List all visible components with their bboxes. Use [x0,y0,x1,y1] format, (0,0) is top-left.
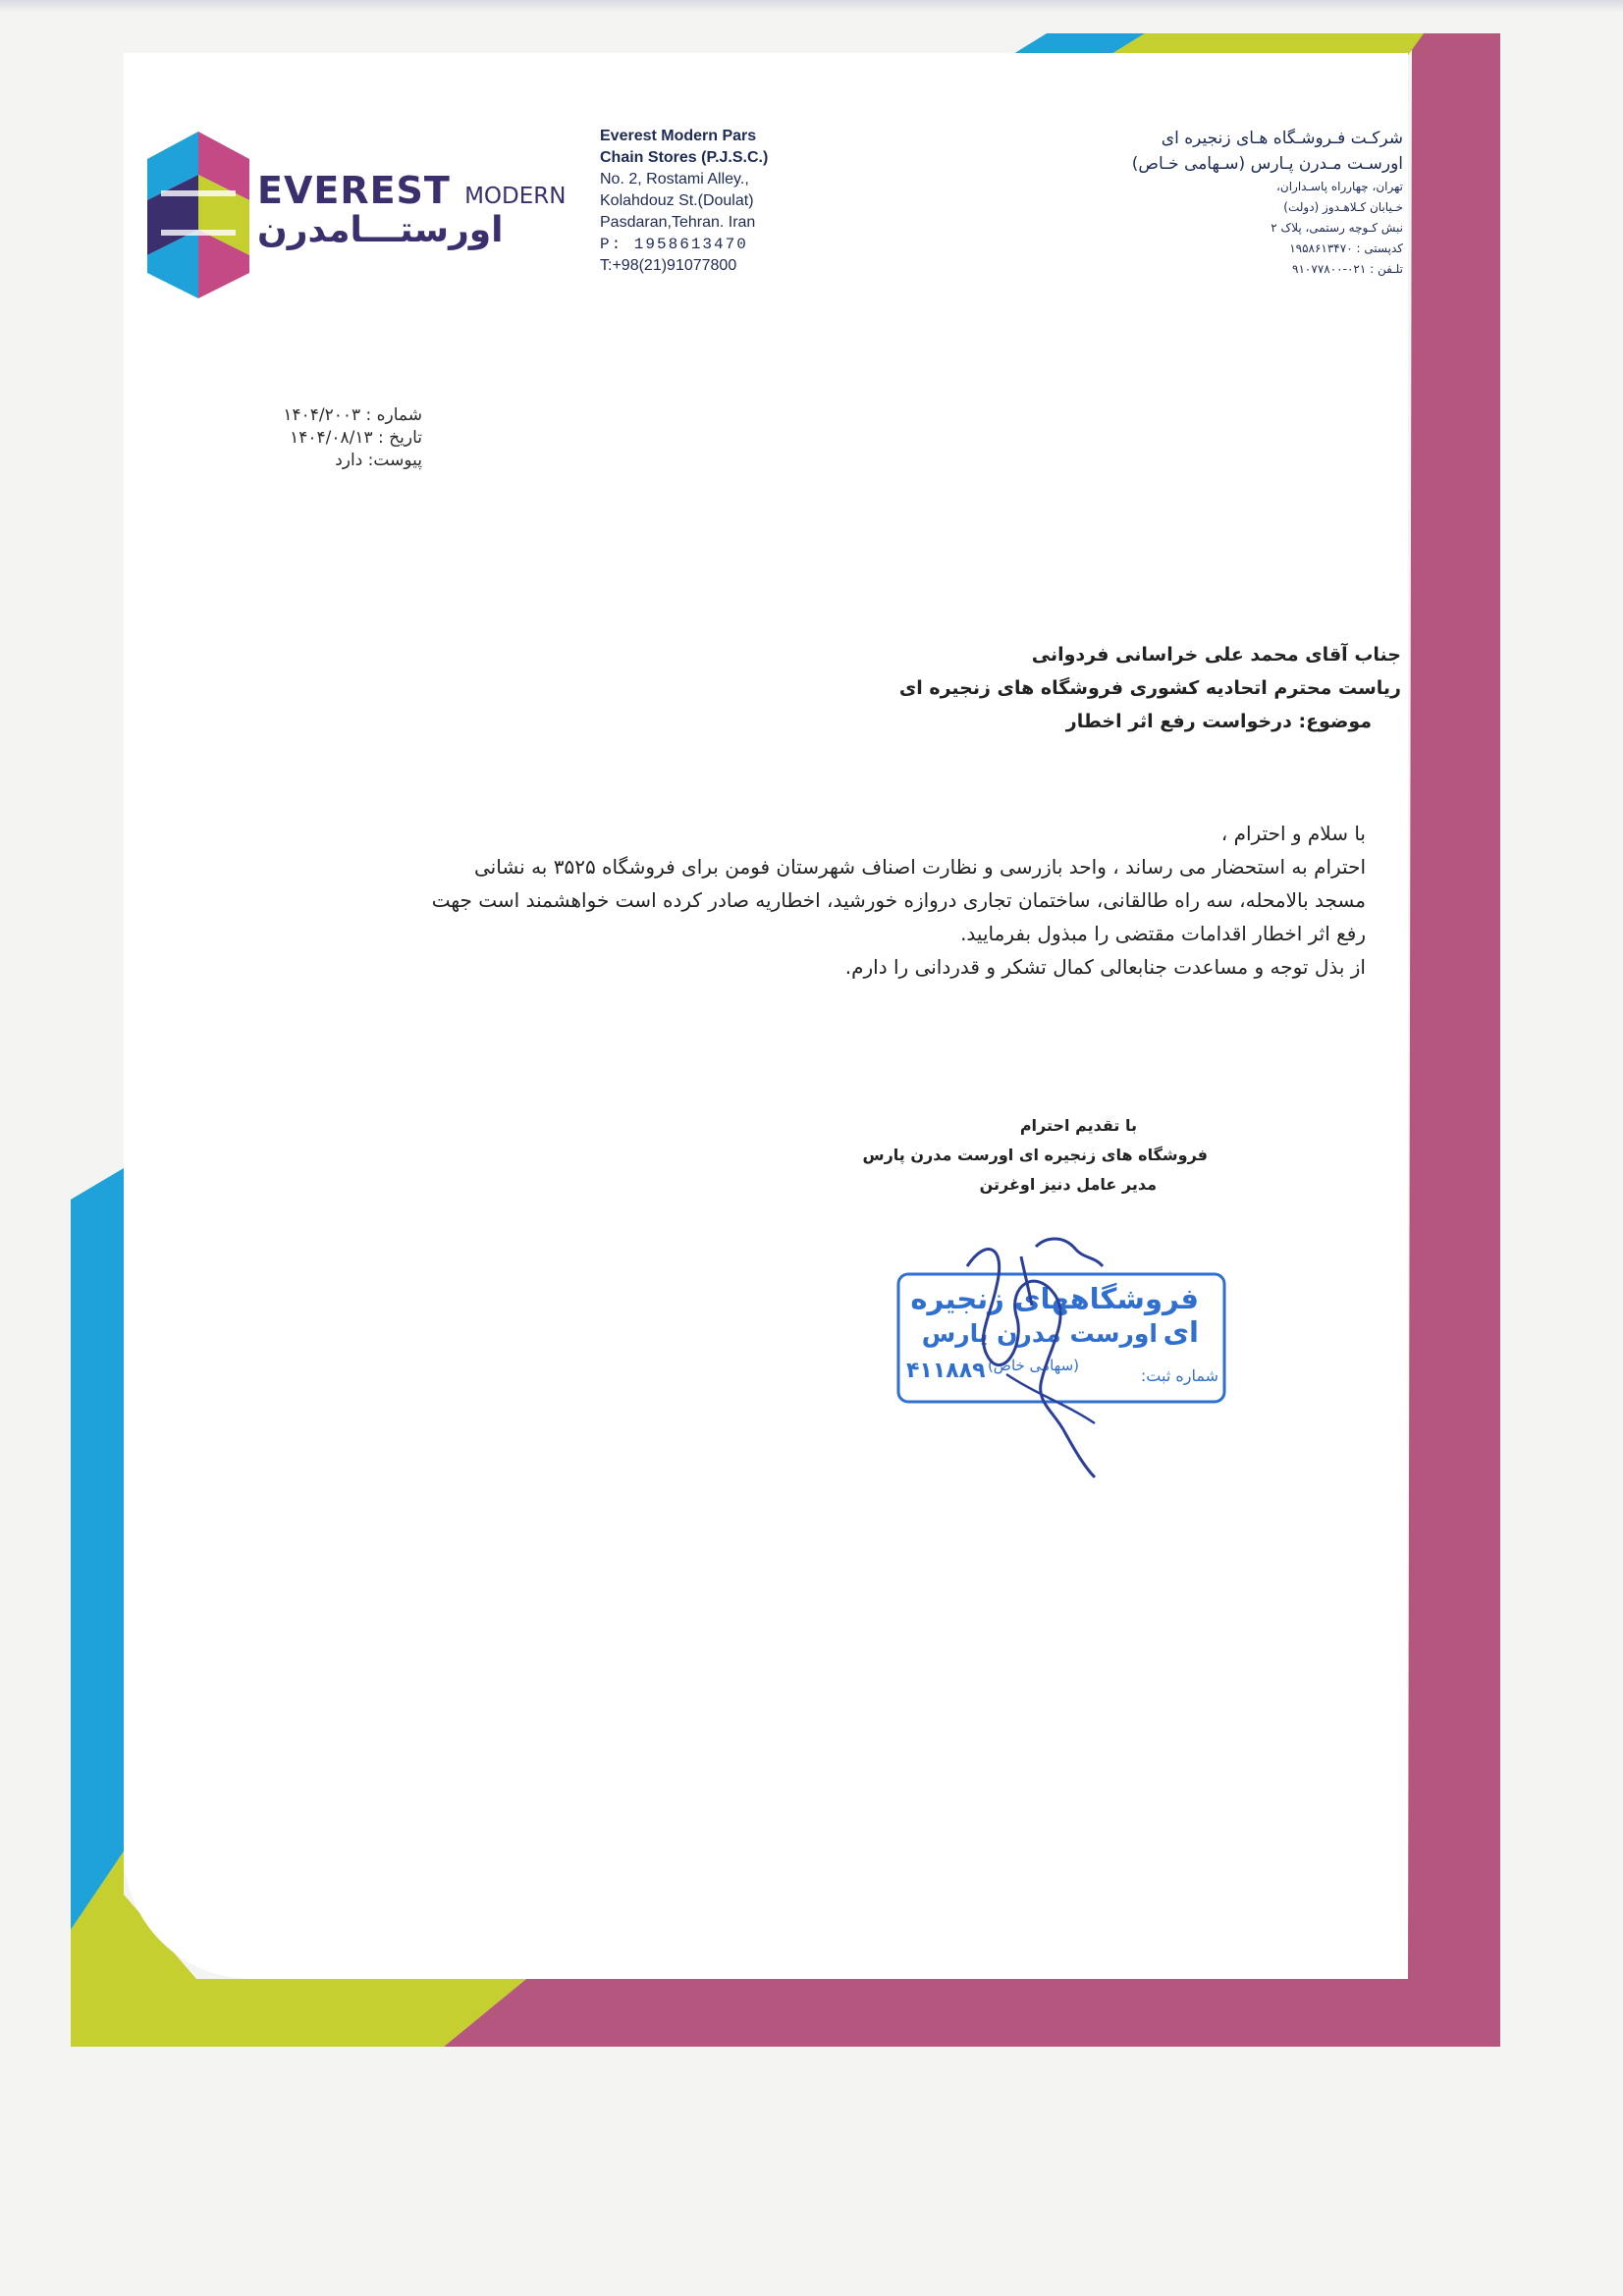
body-line-4: از بذل توجه و مساعدت جنابعالی کمال تشکر و قدردانی را دارم. [844,955,1366,979]
address-line-fa-3: نبش کـوچه رستمی، پلاک ۲ [1271,221,1403,235]
company-type-fa: اورسـت مـدرن پـارس (سـهامی خـاص) [1131,154,1403,174]
company-type-en: Chain Stores (P.J.S.C.) [600,149,769,166]
letter-body [246,817,1366,984]
letter-attachment: پیوست: دارد [335,451,422,470]
postal-code-fa: کدپستی : ۱۹۵۸۶۱۳۴۷۰ [1289,241,1403,255]
body-line-2: مسجد بالامحله، سه راه طالقانی، ساختمان تجاری دروازه خورشید، اخطاریه صادر کرده است خواهشمند است جهت [431,888,1366,912]
address-fa [1079,126,1403,280]
address-line-fa-1: تهران، چهارراه پاسـداران، [1276,180,1403,193]
company-name-en: Everest Modern Pars [600,128,757,144]
body-line-3: رفع اثر اخطار اقدامات مقتضی را مبذول بفرمایید. [960,922,1366,945]
stamp-line-3: (سهامی خاص) [987,1357,1079,1374]
logo-wordmark-en: EVEREST MODERN [257,169,567,212]
street2-en: Kolahdouz St.(Doulat) [600,192,754,209]
letter-meta [226,404,422,472]
stamp-line-1: فروشگاههای زنجیره ای [910,1282,1199,1349]
closing: با تقدیم احترام [1019,1116,1137,1135]
signatory-company: فروشگاه های زنجیره ای اورست مدرن پارس [862,1146,1208,1164]
address-en [600,126,816,277]
address-line-fa-2: خـیابان کـلاهـدوز (دولت) [1283,200,1403,214]
recipient-title: ریاست محترم اتحادیه کشوری فروشگاه های زنجیره ای [898,677,1401,699]
letter-subject: موضوع: درخواست رفع اثر اخطار [1065,711,1372,732]
city-en: Pasdaran,Tehran. Iran [600,214,756,231]
stamp-line-2: اورست مدرن پارس [921,1319,1158,1348]
body-line-1: احترام به استحضار می رساند ، واحد بازرسی و نظارت اصناف شهرستان فومن برای فروشگاه ۳۵۲۵ به نشانی [473,855,1366,879]
company-name-fa: شرکـت فـروشـگاه هـای زنجیره ای [1161,129,1403,148]
greeting: با سلام و احترام ، [1220,822,1366,845]
stamp-reg-number: ۴۱۱۸۸۹ [906,1359,986,1383]
letter-card [124,53,1408,1979]
handwritten-signature [947,1227,1144,1482]
signature-block [619,1111,1208,1200]
letter-number: شماره : ۱۴۰۴/۲۰۰۳ [283,405,422,425]
logo-wordmark-fa: اورستـــامدرن [257,210,504,250]
stamp-reg-label: شماره ثبت: [1140,1366,1218,1385]
recipient-name: جناب آقای محمد علی خراسانی فردوانی [1031,644,1401,666]
left-blue-band [71,1168,124,1930]
phone-fa: تلـفن : ۰۲۱-۹۱۰۷۷۸۰۰ [1292,262,1403,276]
postal-code-en: P: 1958613470 [600,236,748,253]
street-en: No. 2, Rostami Alley., [600,171,749,187]
signatory-role: مدیر عامل دنیز اوغرتن [979,1175,1157,1194]
phone-en: T:+98(21)91077800 [600,257,737,274]
letter-date: تاریخ : ۱۴۰۴/۰۸/۱۳ [290,428,422,448]
recipient-block [655,638,1401,738]
everest-logo-icon [147,132,250,298]
